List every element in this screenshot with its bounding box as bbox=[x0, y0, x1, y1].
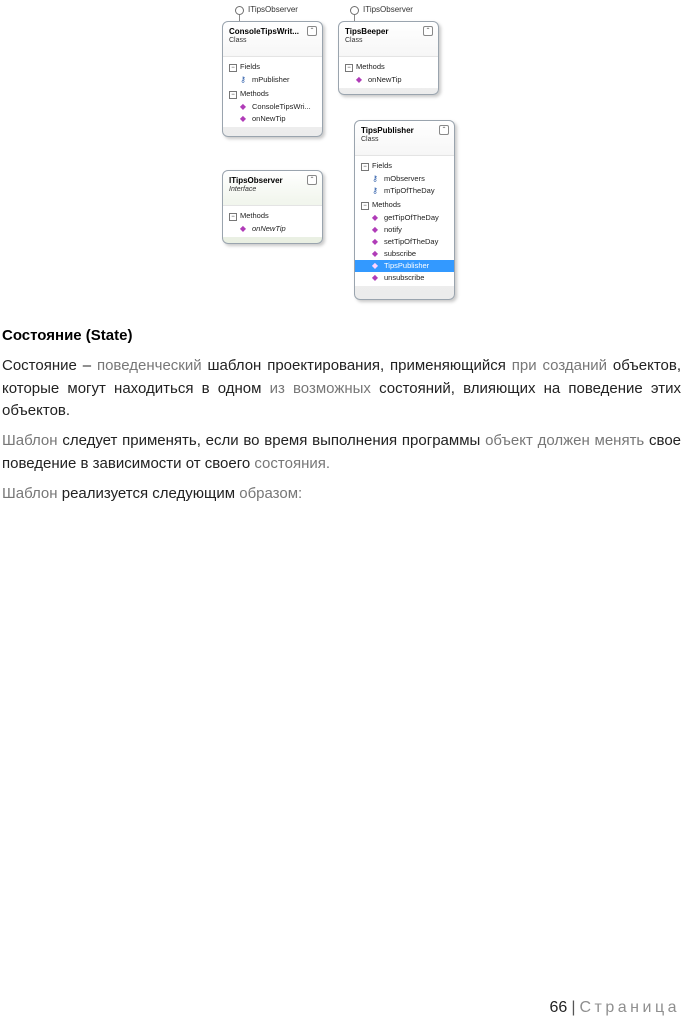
method-icon: ◆ bbox=[355, 75, 363, 84]
method-item[interactable]: ◆ getTipOfTheDay bbox=[355, 212, 454, 224]
interface-kind: Interface bbox=[229, 186, 257, 193]
interface-circle-icon bbox=[235, 6, 244, 15]
method-item[interactable]: ◆ onNewTip bbox=[223, 113, 322, 125]
method-item[interactable]: ◆ subscribe bbox=[355, 248, 454, 260]
methods-header[interactable]: − Methods bbox=[355, 197, 454, 212]
class-name: TipsPublisher bbox=[361, 126, 414, 135]
method-item[interactable]: ◆ ConsoleTipsWri... bbox=[223, 101, 322, 113]
page-number: 66 bbox=[549, 999, 568, 1016]
method-item-selected[interactable]: ◆ TipsPublisher bbox=[355, 260, 454, 272]
method-item[interactable]: ◆ setTipOfTheDay bbox=[355, 236, 454, 248]
chevron-up-icon[interactable]: ⌃ bbox=[307, 26, 317, 36]
method-icon: ◆ bbox=[371, 225, 379, 234]
chevron-up-icon[interactable]: ⌃ bbox=[439, 125, 449, 135]
method-icon: ◆ bbox=[239, 224, 247, 233]
page-word: Страница bbox=[579, 999, 680, 1016]
class-body bbox=[339, 56, 438, 88]
interface-lollipop-beeper bbox=[350, 6, 430, 20]
field-item[interactable]: ⚷ mTipOfTheDay bbox=[355, 185, 454, 197]
class-box-tips-publisher[interactable] bbox=[354, 120, 455, 300]
lollipop-label: ITipsObserver bbox=[363, 5, 413, 14]
class-box-tips-beeper[interactable] bbox=[338, 21, 439, 95]
paragraph-implementation: Шаблон реализуется следующим образом: bbox=[2, 485, 303, 502]
class-name: TipsBeeper bbox=[345, 27, 389, 36]
interface-lollipop-console bbox=[235, 6, 315, 20]
class-kind: Class bbox=[229, 37, 247, 44]
methods-header[interactable]: − Methods bbox=[223, 208, 322, 223]
method-icon: ◆ bbox=[371, 273, 379, 282]
methods-header[interactable]: − Methods bbox=[223, 86, 322, 101]
section-heading: Состояние (State) bbox=[2, 327, 133, 344]
footer-separator: | bbox=[571, 999, 576, 1016]
interface-name: ITipsObserver bbox=[229, 176, 283, 185]
page-footer bbox=[550, 999, 680, 1017]
method-icon: ◆ bbox=[371, 249, 379, 258]
field-item[interactable]: ⚷ mObservers bbox=[355, 173, 454, 185]
lollipop-label: ITipsObserver bbox=[248, 5, 298, 14]
method-icon: ◆ bbox=[239, 102, 247, 111]
class-kind: Class bbox=[361, 136, 379, 143]
chevron-up-icon[interactable]: ⌃ bbox=[423, 26, 433, 36]
class-body bbox=[223, 56, 322, 127]
method-item[interactable]: ◆ unsubscribe bbox=[355, 272, 454, 284]
method-item[interactable]: ◆ notify bbox=[355, 224, 454, 236]
interface-body bbox=[223, 205, 322, 237]
methods-header[interactable]: − Methods bbox=[339, 59, 438, 74]
class-kind: Class bbox=[345, 37, 363, 44]
chevron-up-icon[interactable]: ⌃ bbox=[307, 175, 317, 185]
paragraph-applicability: Шаблон следует применять, если во время выполнения программы объект должен менять свое поведение в зависимости от своего состояния. bbox=[2, 432, 682, 472]
class-body bbox=[355, 155, 454, 286]
collapse-minus-icon[interactable]: − bbox=[361, 202, 369, 210]
collapse-minus-icon[interactable]: − bbox=[345, 64, 353, 72]
collapse-minus-icon[interactable]: − bbox=[229, 213, 237, 221]
method-item[interactable]: ◆ onNewTip bbox=[339, 74, 438, 86]
fields-header[interactable]: − Fields bbox=[223, 59, 322, 74]
class-box-console-tips-writer[interactable] bbox=[222, 21, 323, 137]
field-item[interactable]: ⚷ mPublisher bbox=[223, 74, 322, 86]
method-item[interactable]: ◆ onNewTip bbox=[223, 223, 322, 235]
collapse-minus-icon[interactable]: − bbox=[361, 163, 369, 171]
field-icon: ⚷ bbox=[240, 75, 246, 84]
method-icon: ◆ bbox=[239, 114, 247, 123]
paragraph-definition: Состояние – поведенческий шаблон проектирования, применяющийся при созданий объектов, которые могут находиться в одном из возможных состояний, влияющих на поведение этих объектов. bbox=[2, 357, 681, 419]
class-name: ConsoleTipsWrit... bbox=[229, 27, 299, 36]
field-icon: ⚷ bbox=[372, 174, 378, 183]
interface-box-itips-observer[interactable] bbox=[222, 170, 323, 244]
method-icon: ◆ bbox=[371, 213, 379, 222]
collapse-minus-icon[interactable]: − bbox=[229, 91, 237, 99]
class-diagram bbox=[0, 0, 694, 310]
method-icon: ◆ bbox=[371, 261, 379, 270]
fields-header[interactable]: − Fields bbox=[355, 158, 454, 173]
field-icon: ⚷ bbox=[372, 186, 378, 195]
interface-circle-icon bbox=[350, 6, 359, 15]
collapse-minus-icon[interactable]: − bbox=[229, 64, 237, 72]
method-icon: ◆ bbox=[371, 237, 379, 246]
